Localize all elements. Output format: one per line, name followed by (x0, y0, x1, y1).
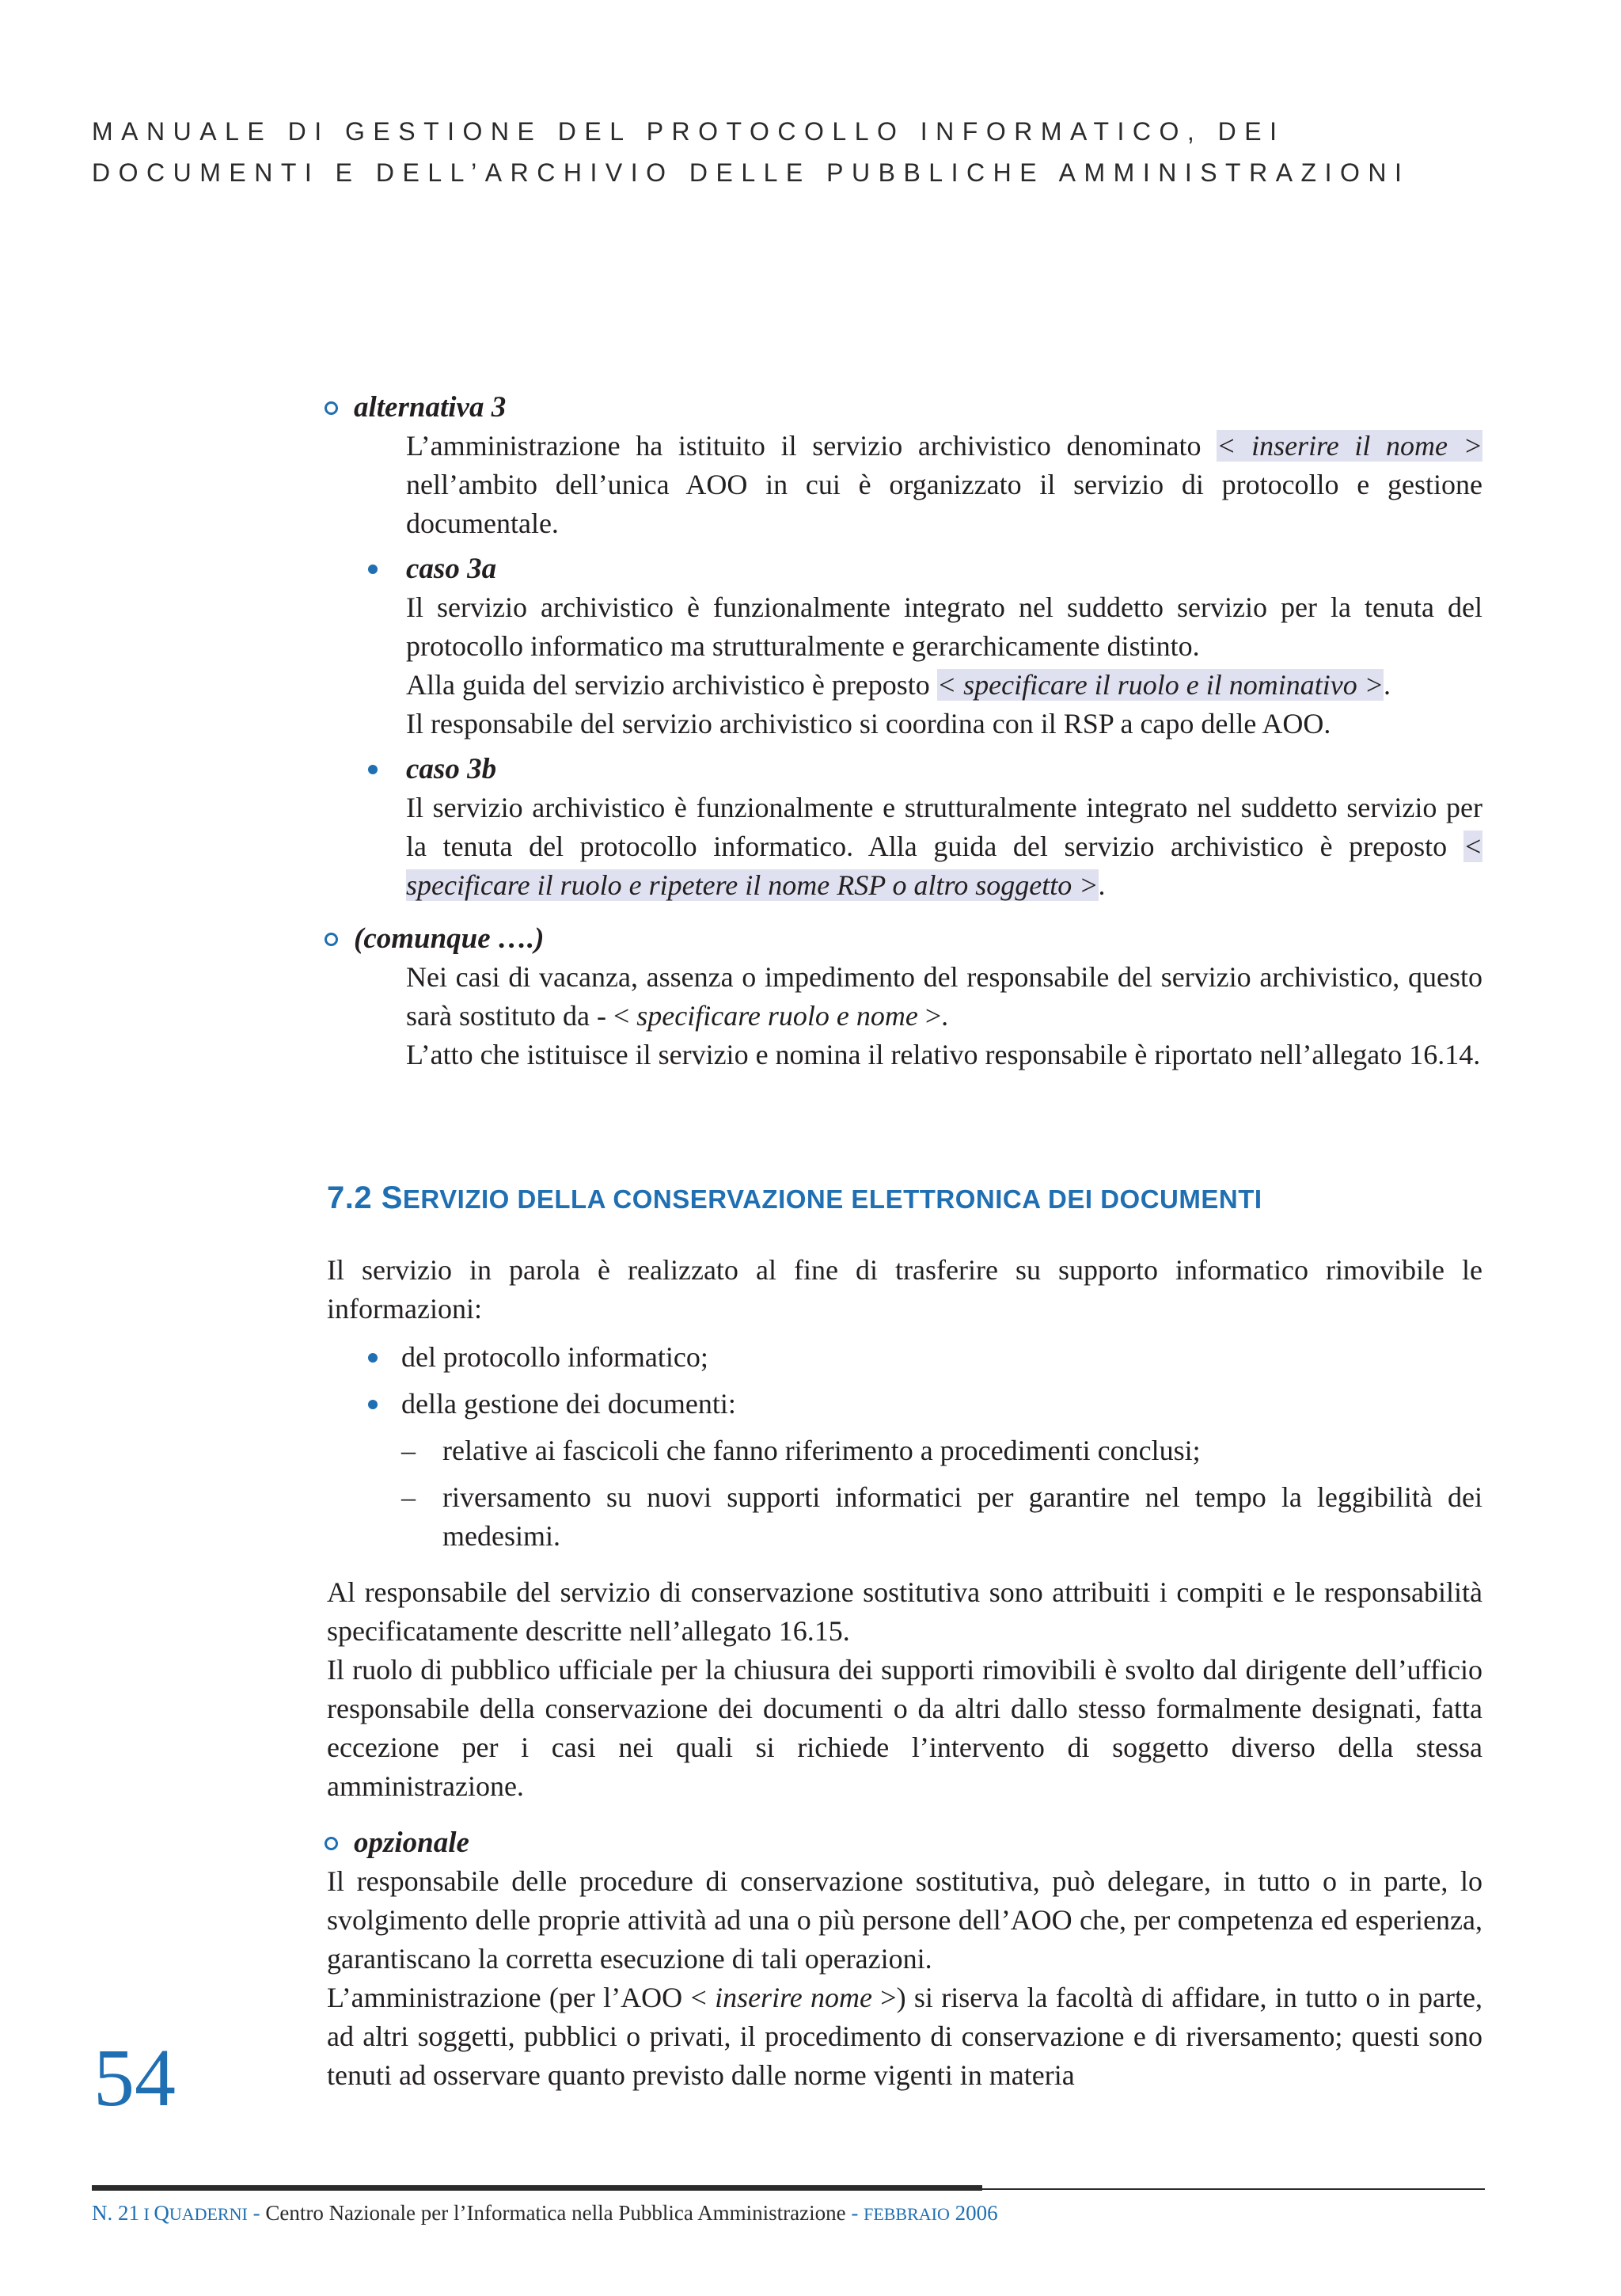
caso-3b-heading (406, 750, 1482, 789)
dash-1-text: relative ai fascicoli che fanno riferimento a procedimenti conclusi; (442, 1435, 1201, 1466)
section-title-initial: S (381, 1180, 403, 1215)
dash-marker: – (401, 1481, 416, 1513)
caso-3a-title: caso 3a (406, 553, 497, 585)
caso-3a-text-2 (406, 666, 1482, 705)
comunque-text-2: L’atto che istituisce il servizio e nomina il relativo responsabile è riportato nell’allegato 16.14. (406, 1039, 1481, 1070)
bullet-dot-icon (368, 564, 378, 574)
comunque-text-1b: >. (917, 1000, 949, 1032)
running-header-line-1: MANUALE DI GESTIONE DEL PROTOCOLLO INFORMATICO, DEI (92, 117, 1285, 146)
alternativa-3-text (406, 427, 1482, 543)
list-item (401, 1338, 1482, 1377)
bullet-dot-icon (368, 765, 378, 774)
caso-3b-text-b: . (1098, 869, 1106, 901)
caso-3b-text-a: Il servizio archivistico è funzionalmente e strutturalmente integrato nel suddetto servizio per la tenuta del protocollo informatico. Alla guida del servizio archivistico è preposto (406, 792, 1482, 862)
placeholder-highlight: < specificare il ruolo e il nominativo > (936, 669, 1384, 701)
footer-rule-thin (982, 2188, 1485, 2190)
caso-3a-heading (406, 549, 1482, 588)
footer-dash-2: - (845, 2201, 864, 2225)
caso-3b-title: caso 3b (406, 753, 497, 785)
page-number: 54 (93, 2032, 176, 2123)
alternativa-3-block (327, 388, 1482, 1074)
caso-3a-text-1: Il servizio archivistico è funzionalmente integrato nel suddetto servizio per la tenuta del protocollo informatico ma strutturalmente e gerarchicamente distinto. (406, 591, 1482, 662)
ring-bullet-icon (325, 1837, 338, 1850)
alternativa-3-heading (327, 388, 1482, 427)
placeholder-highlight: < specificare il ruolo e ripetere il nome RSP o altro soggetto > (406, 831, 1482, 901)
footer-separator: I (139, 2204, 154, 2224)
comunque-text-1 (406, 958, 1482, 1036)
opzionale-text-2b: >) si riserva la facoltà di affidare, in tutto o in parte, ad altri soggetti, pubblici o privati, il procedimento di conservazione e di riversamento; questi sono tenuti ad osservare quanto previsto dalle norme vigenti in materia (327, 1982, 1482, 2091)
opzionale-title: opzionale (354, 1827, 469, 1859)
footer-series-rest: UADERNI (169, 2204, 248, 2224)
caso-3a-text-2b: . (1383, 669, 1391, 701)
section-heading (327, 1180, 1262, 1216)
section-paragraph-2: Il ruolo di pubblico ufficiale per la chiusura dei supporti rimovibili è svolto dal dirigente dell’ufficio responsabile della conservazione dei documenti o da altri dallo stesso formalmente designati, fatta eccezione per i casi nei quali si richiede l’intervento di soggetto diverso della stessa amministrazione. (327, 1654, 1482, 1802)
footer-year: 2006 (949, 2201, 998, 2225)
list-item (401, 1431, 1482, 1470)
bullet-dot-icon (368, 1353, 378, 1363)
list-item (401, 1385, 1482, 1424)
ring-bullet-icon (325, 933, 338, 946)
opzionale-text-2a: L’amministrazione (per l’AOO < (327, 1982, 716, 2013)
opzionale-text-2i: inserire nome (715, 1982, 872, 2013)
section-number: 7.2 (327, 1180, 382, 1215)
dash-2-text: riversamento su nuovi supporti informatici per garantire nel tempo la leggibilità dei medesimi. (442, 1481, 1482, 1552)
bullet-dot-icon (368, 1400, 378, 1409)
ring-bullet-icon (325, 401, 338, 415)
list-item (401, 1478, 1482, 1556)
section-title-rest: ERVIZIO DELLA CONSERVAZIONE ELETTRONICA DEI DOCUMENTI (402, 1184, 1262, 1214)
alt3-text-b: nell’ambito dell’unica AOO in cui è organizzato il servizio di protocollo e gestione documentale. (406, 469, 1482, 539)
section-paragraph-1: Al responsabile del servizio di conservazione sostitutiva sono attribuiti i compiti e le responsabilità specificatamente descritte nell’allegato 16.15. (327, 1576, 1482, 1647)
opzionale-text-2 (327, 1979, 1482, 2095)
footer-dash-1: - (247, 2201, 266, 2225)
footer (92, 2201, 998, 2226)
footer-month: FEBBRAIO (864, 2204, 950, 2224)
opzionale-text-1: Il responsabile delle procedure di conservazione sostitutiva, può delegare, in tutto o in parte, lo svolgimento delle proprie attività ad una o più persone dell’AOO che, per competenza ed esperienza, garantiscano la corretta esecuzione di tali operazioni. (327, 1865, 1482, 1975)
caso-3b-text (406, 789, 1482, 905)
section-intro: Il servizio in parola è realizzato al fine di trasferire su supporto informatico rimovibile le informazioni: (327, 1254, 1482, 1325)
comunque-title: (comunque ….) (354, 922, 545, 955)
alternativa-3-title: alternativa 3 (354, 391, 507, 424)
section-body (327, 1251, 1482, 2095)
footer-issue: N. 21 (92, 2201, 139, 2225)
running-header (92, 111, 1485, 193)
bullet-1-text: del protocollo informatico; (401, 1341, 708, 1373)
placeholder-highlight: < inserire il nome > (1217, 430, 1482, 462)
footer-rule-thick (92, 2185, 982, 2191)
footer-series-initial: Q (154, 2201, 169, 2225)
comunque-text-1i: specificare ruolo e nome (636, 1000, 918, 1032)
running-header-line-2: DOCUMENTI E DELL’ARCHIVIO DELLE PUBBLICHE AMMINISTRAZIONI (92, 158, 1410, 187)
opzionale-heading (327, 1823, 1482, 1862)
caso-3a-text-3: Il responsabile del servizio archivistico si coordina con il RSP a capo delle AOO. (406, 708, 1331, 739)
comunque-text-1a: Nei casi di vacanza, assenza o impedimento del responsabile del servizio archivistico, questo sarà sostituto da - < (406, 961, 1482, 1032)
alt3-text-a: L’amministrazione ha istituito il servizio archivistico denominato (406, 430, 1217, 462)
footer-publisher: Centro Nazionale per l’Informatica nella Pubblica Amministrazione (265, 2201, 846, 2225)
dash-marker: – (401, 1435, 416, 1466)
comunque-heading (327, 919, 1482, 958)
caso-3a-text-2a: Alla guida del servizio archivistico è preposto (406, 669, 937, 701)
bullet-2-text: della gestione dei documenti: (401, 1388, 736, 1420)
